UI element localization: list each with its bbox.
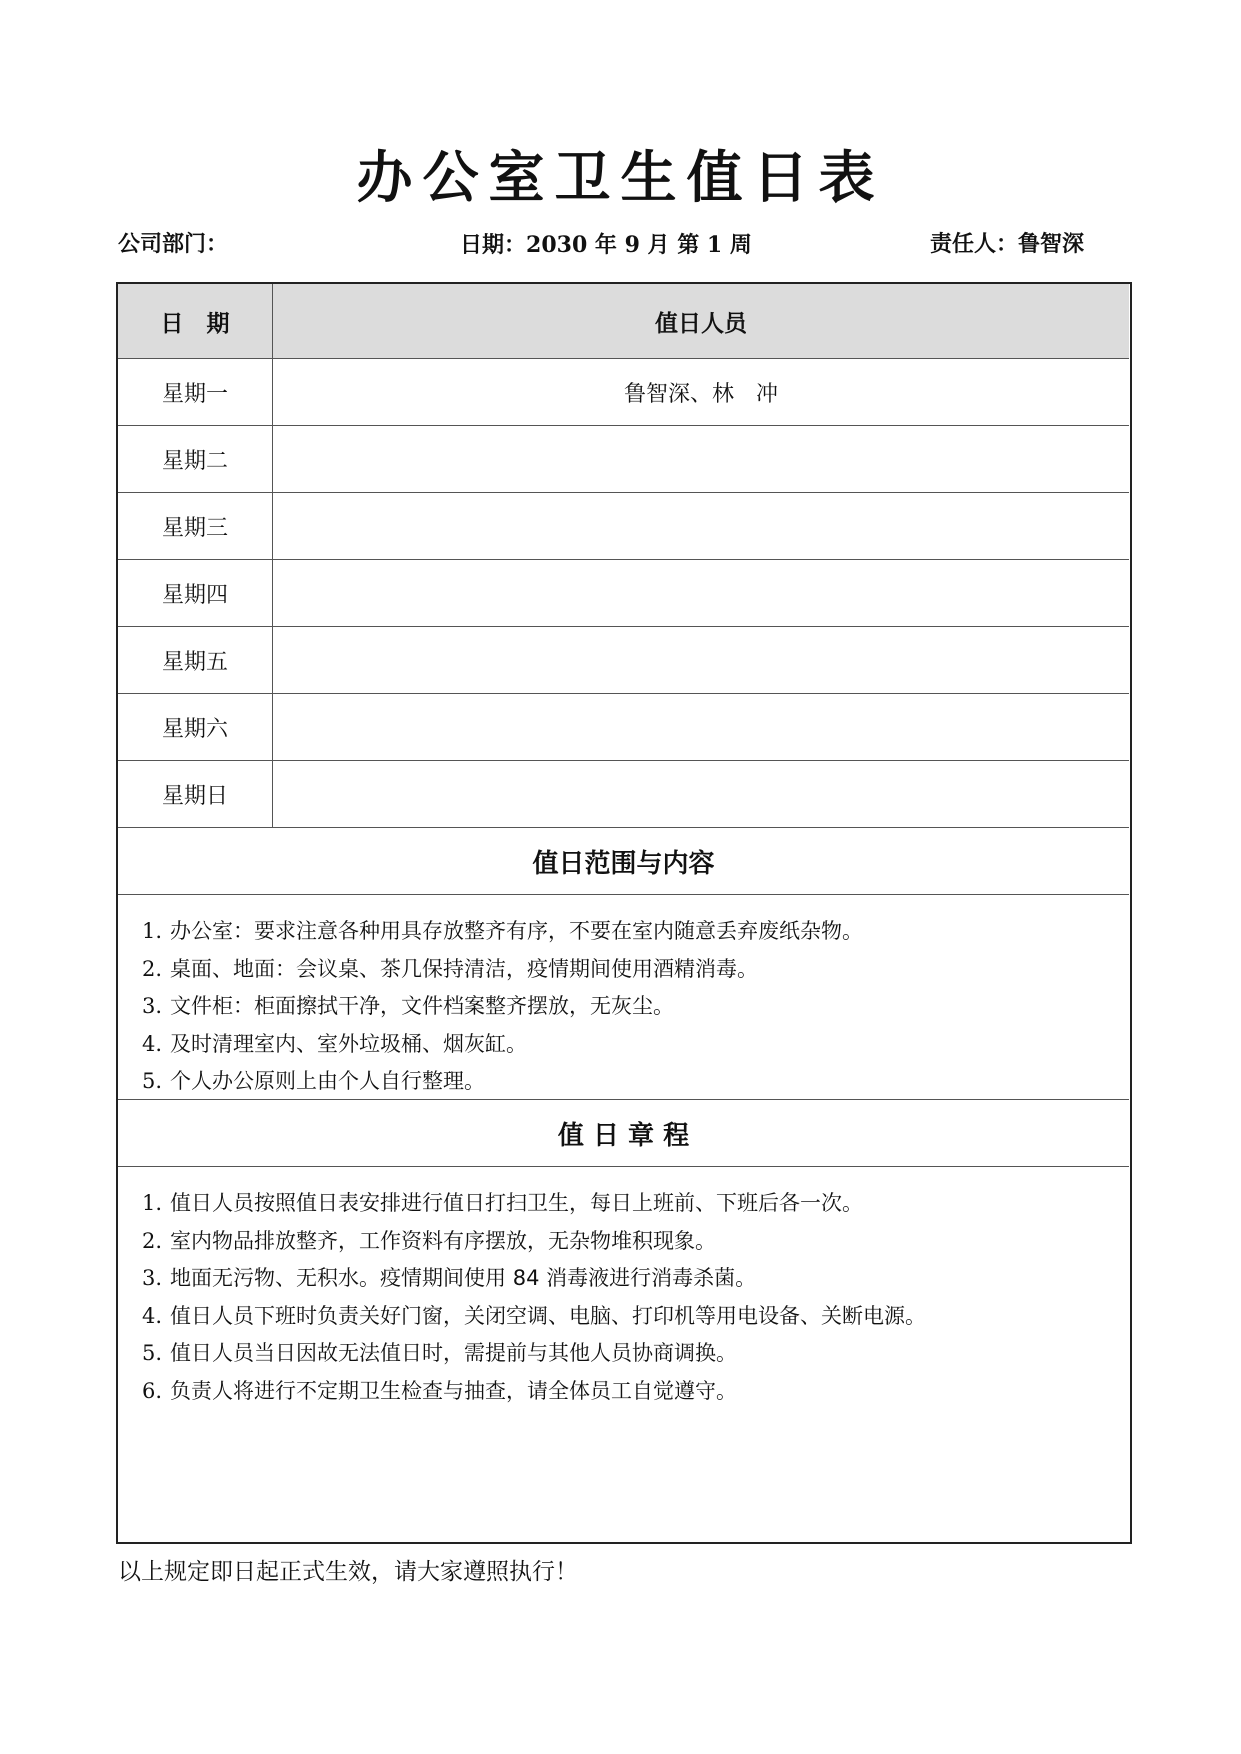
list-item: 5. 值日人员当日因故无法值日时，需提前与其他人员协商调换。	[142, 1341, 738, 1365]
list-item: 2. 室内物品排放整齐，工作资料有序摆放，无杂物堆积现象。	[142, 1228, 717, 1253]
day-cell: 星期四	[118, 560, 273, 626]
table-row	[118, 560, 1129, 627]
day-cell: 星期二	[118, 426, 273, 492]
list-item: 1. 办公室：要求注意各种用具存放整齐有序，不要在室内随意丢弃废纸杂物。	[142, 919, 864, 943]
duty-table	[116, 282, 1132, 1544]
list-item: 3. 地面无污物、无积水。疫情期间使用 84 消毒液进行消毒杀菌。	[142, 1266, 757, 1290]
list-item: 5. 个人办公原则上由个人自行整理。	[142, 1069, 486, 1093]
page-title: 办公室卫生值日表	[356, 145, 885, 211]
list-item: 6. 负责人将进行不定期卫生检查与抽查，请全体员工自觉遵守。	[142, 1378, 738, 1403]
date-info	[460, 230, 752, 261]
list-item: 4. 及时清理室内、室外垃圾桶、烟灰缸。	[142, 1031, 528, 1056]
table-row	[118, 761, 1129, 828]
owner-info	[930, 230, 1084, 260]
scope-list	[142, 913, 1109, 1101]
table-row	[118, 359, 1129, 426]
staff-cell[interactable]	[273, 694, 1129, 760]
staff-cell[interactable]	[273, 426, 1129, 492]
table-row	[118, 627, 1129, 694]
table-row	[118, 694, 1129, 761]
table-row	[118, 493, 1129, 560]
scope-title-row	[118, 828, 1129, 895]
staff-cell[interactable]: 鲁智深、林 冲	[623, 381, 778, 407]
dept-label: 公司部门：	[118, 232, 229, 257]
list-item: 2. 桌面、地面：会议桌、茶几保持清洁，疫情期间使用酒精消毒。	[142, 956, 759, 981]
staff-cell[interactable]	[273, 627, 1129, 693]
header-date: 日 期	[118, 284, 273, 358]
day-cell: 星期三	[118, 493, 273, 559]
day-cell: 星期六	[118, 694, 273, 760]
day-cell: 星期一	[118, 359, 273, 425]
date-label: 日期：	[460, 233, 527, 258]
owner-value: 鲁智深	[1018, 232, 1085, 257]
day-cell: 星期五	[118, 627, 273, 693]
list-item: 1. 值日人员按照值日表安排进行值日打扫卫生，每日上班前、下班后各一次。	[142, 1191, 864, 1215]
rules-list	[142, 1185, 1109, 1410]
rules-title-row	[118, 1100, 1129, 1167]
staff-cell[interactable]	[273, 493, 1129, 559]
date-value: 2030 年 9 月 第 1 周	[526, 232, 752, 258]
owner-label: 责任人：	[930, 232, 1019, 257]
scope-content-row	[118, 895, 1129, 1100]
scope-title: 值日范围与内容	[532, 848, 715, 879]
table-row	[118, 426, 1129, 493]
staff-cell[interactable]	[273, 761, 1129, 827]
rules-content-row	[118, 1167, 1129, 1541]
table-header-row	[118, 284, 1129, 359]
rules-title: 值 日 章 程	[557, 1120, 690, 1151]
day-cell: 星期日	[118, 761, 273, 827]
list-item: 3. 文件柜：柜面擦拭干净，文件档案整齐摆放，无灰尘。	[142, 994, 675, 1018]
staff-cell[interactable]	[273, 560, 1129, 626]
header-staff: 值日人员	[655, 310, 747, 337]
list-item: 4. 值日人员下班时负责关好门窗，关闭空调、电脑、打印机等用电设备、关断电源。	[142, 1303, 927, 1328]
footer-note: 以上规定即日起正式生效，请大家遵照执行！	[118, 1559, 578, 1585]
